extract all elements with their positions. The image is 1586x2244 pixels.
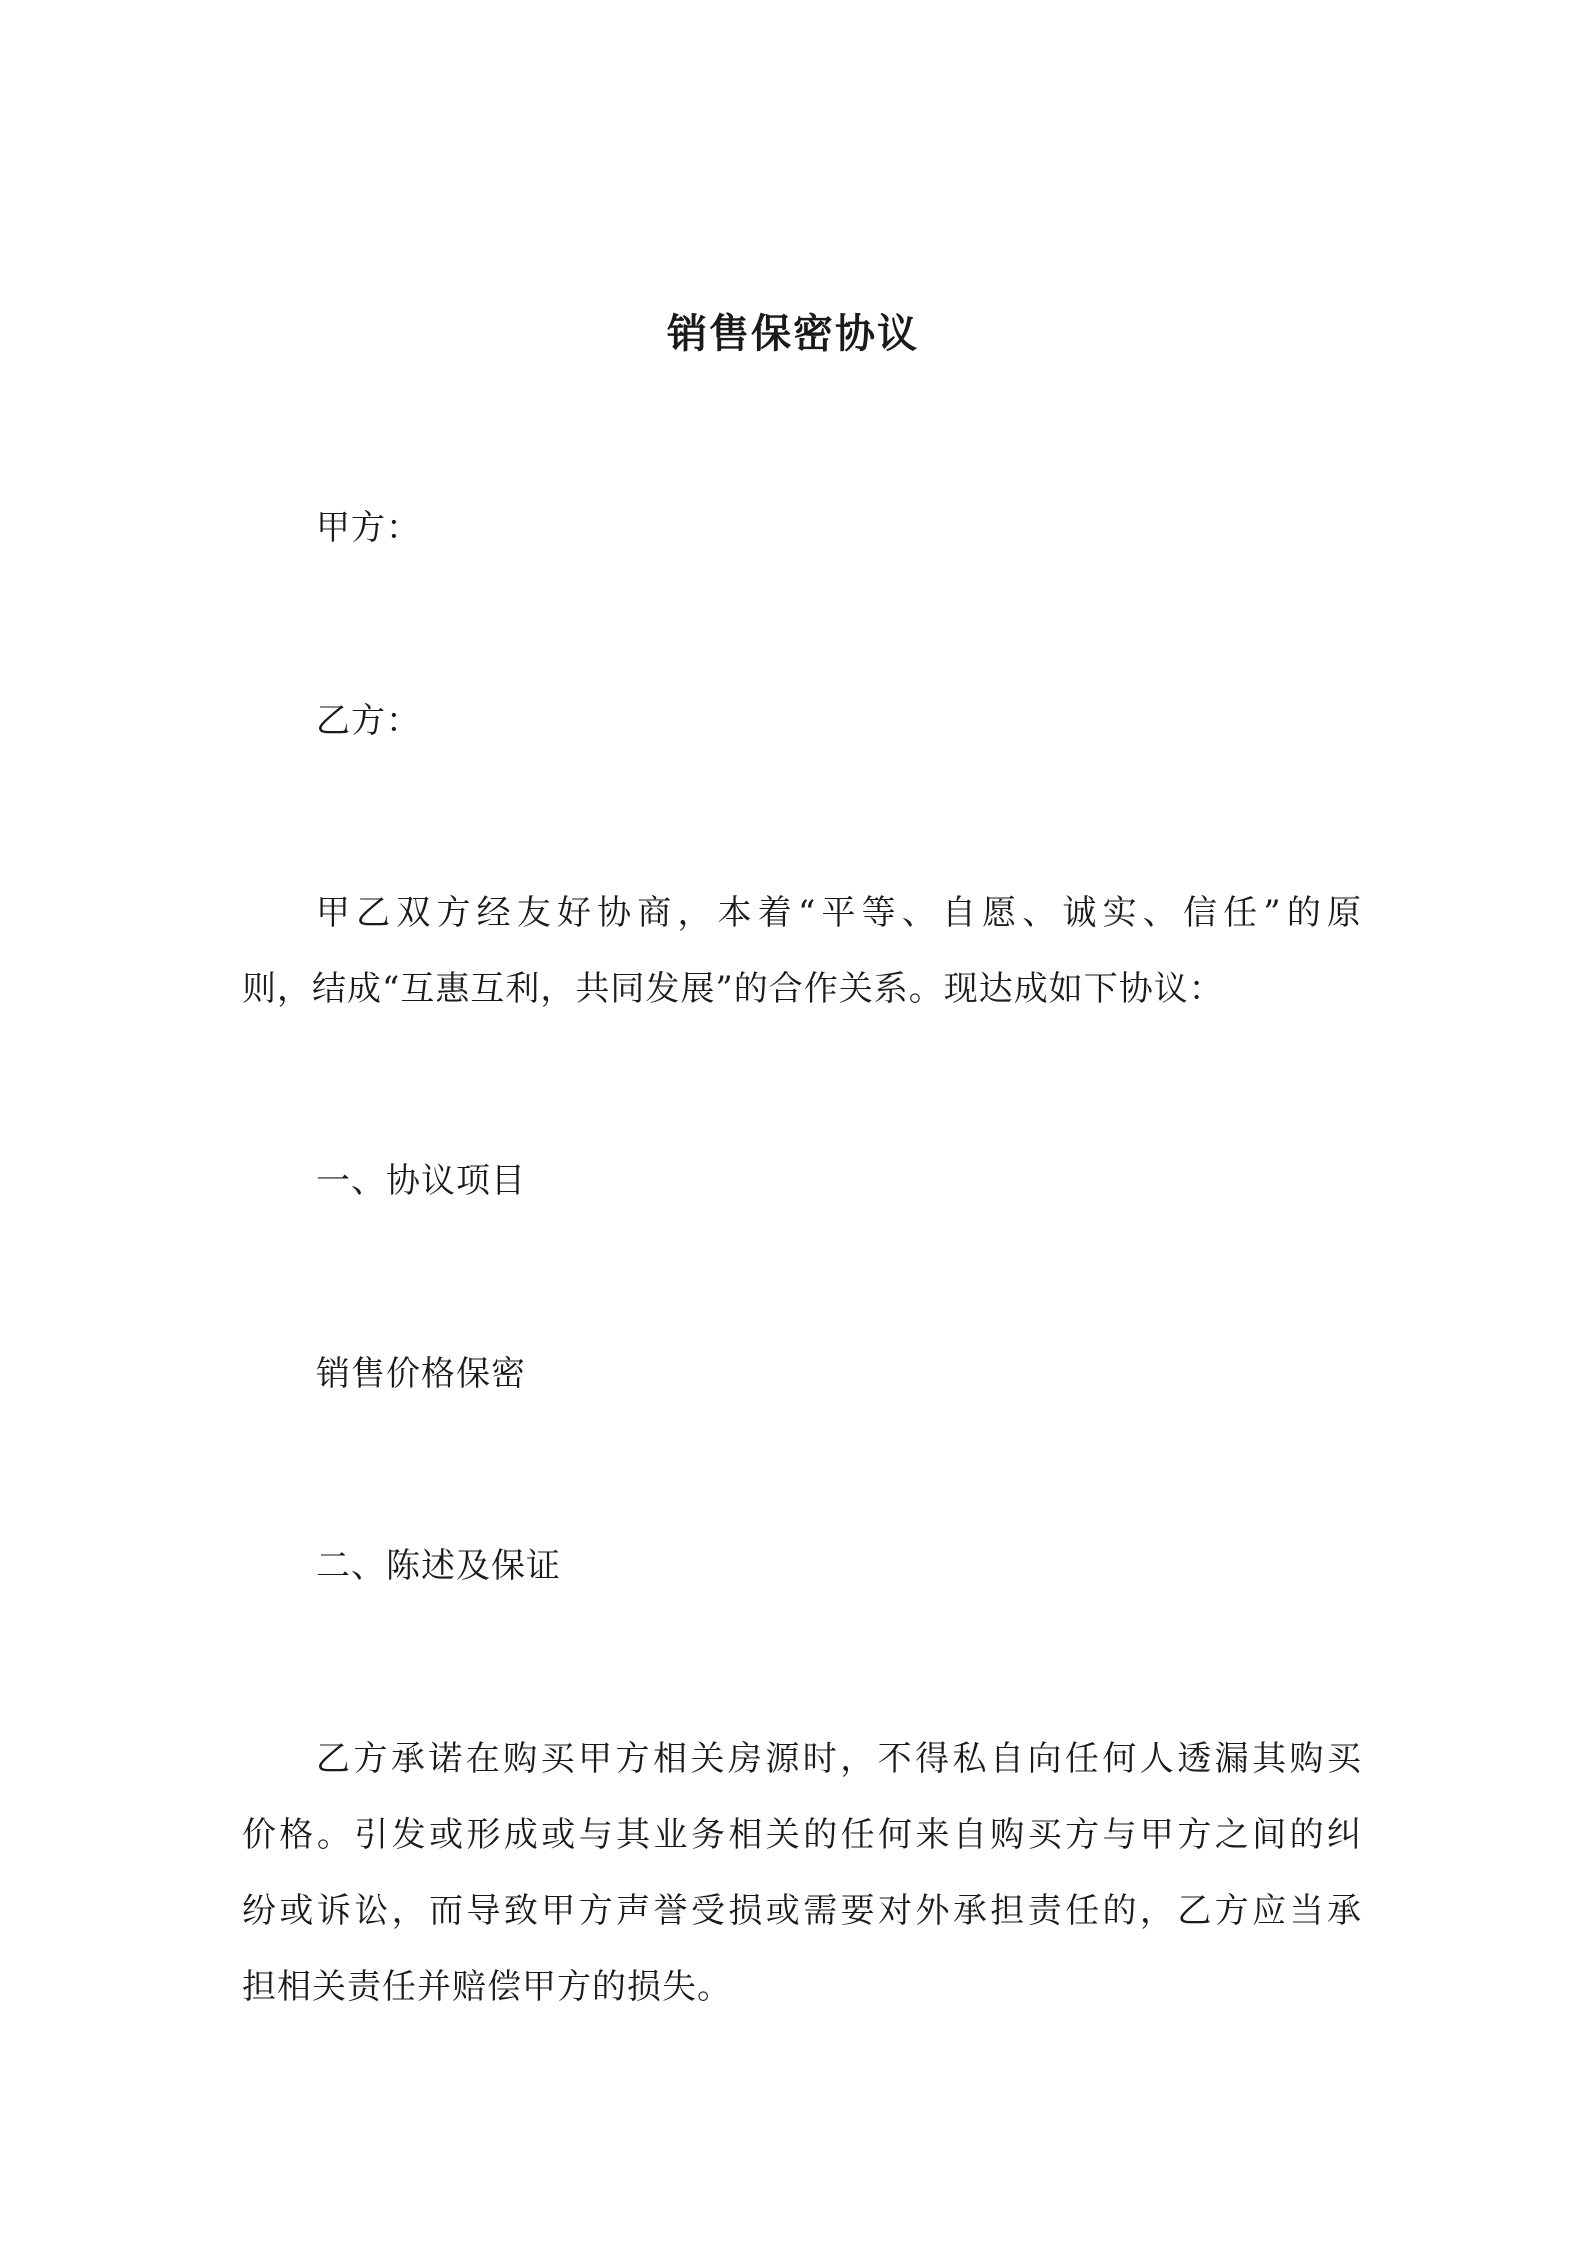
section-2-heading: 二、陈述及保证: [316, 1546, 561, 1586]
party-a-label: 甲方：: [316, 508, 421, 548]
document-title: 销售保密协议: [667, 310, 919, 357]
section-2-body-line-2: 价格。引发或形成或与其业务相关的任何来自购买方与甲方之间的纠: [242, 1815, 1362, 1855]
section-2-body-line-3: 纷或诉讼，而导致甲方声誉受损或需要对外承担责任的，乙方应当承: [242, 1891, 1362, 1931]
section-2-body-line-1: 乙方承诺在购买甲方相关房源时，不得私自向任何人透漏其购买: [316, 1739, 1362, 1779]
intro-line-1: 甲乙双方经友好协商，本着“平等、自愿、诚实、信任”的原: [316, 893, 1362, 933]
section-1-heading: 一、协议项目: [316, 1161, 526, 1201]
intro-line-2: 则，结成“互惠互利，共同发展”的合作关系。现达成如下协议：: [242, 969, 1224, 1009]
section-2-body-line-4: 担相关责任并赔偿甲方的损失。: [242, 1967, 732, 2007]
section-1-body: 销售价格保密: [316, 1354, 526, 1394]
party-b-label: 乙方：: [316, 701, 421, 741]
